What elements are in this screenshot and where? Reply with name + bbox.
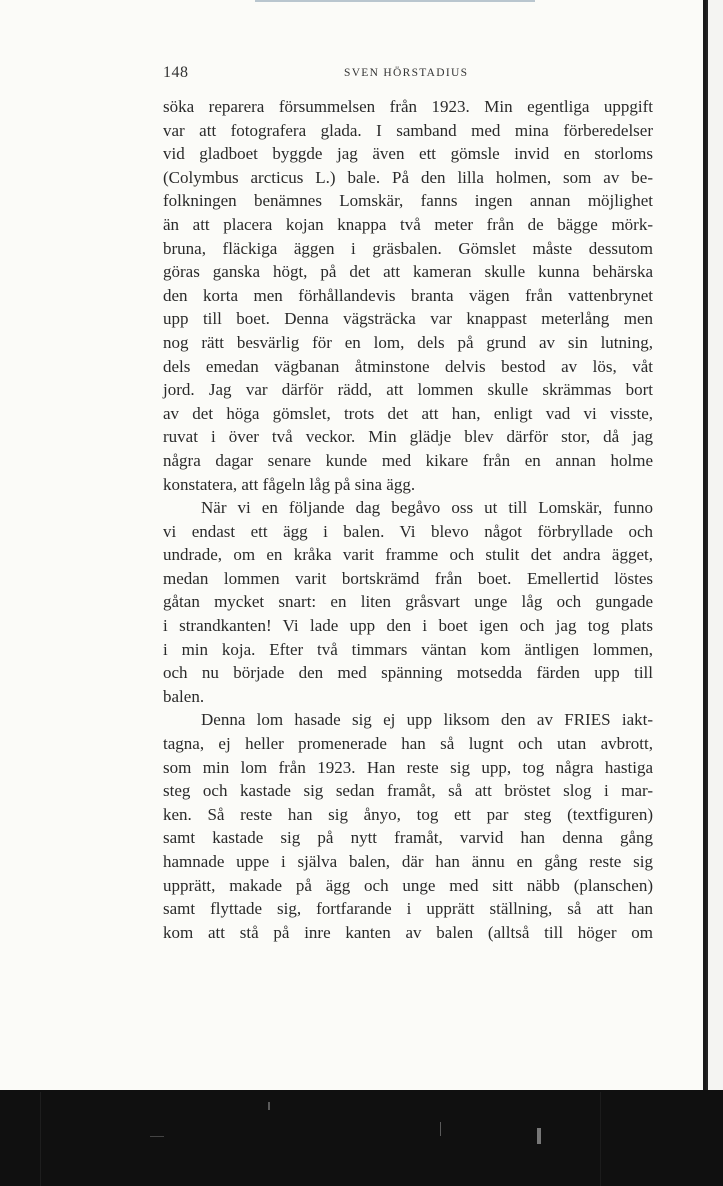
paragraph-end-line: balen. bbox=[163, 686, 205, 706]
text-line: upprätt, makade på ägg och unge med sitt näbb (planschen) bbox=[163, 875, 653, 895]
text-line: medan lommen varit bortskrämd från boet. Emellertid löstes bbox=[163, 568, 653, 588]
text-line: söka reparera försummelsen från 1923. Min egentliga uppgift bbox=[163, 97, 653, 116]
text-line: hamnade uppe i själva balen, där han ännu en gång reste sig bbox=[163, 852, 653, 871]
text-line: den korta men förhållandevis branta vägen från vattenbrynet bbox=[163, 285, 653, 305]
text-line: än att placera kojan knappa två meter från de bägge mörk- bbox=[163, 214, 653, 234]
text-line: steg och kastade sig sedan framåt, så att bröstet slog i mar- bbox=[163, 781, 653, 801]
scan-scratch bbox=[440, 1122, 441, 1136]
scan-scratch bbox=[537, 1128, 541, 1144]
paragraph-start-line: Denna lom hasade sig ej upp liksom den av FRIES iakt- bbox=[201, 710, 653, 730]
text-line: kom att stå på inre kanten av balen (alltså till höger om bbox=[163, 922, 653, 942]
running-head bbox=[163, 64, 653, 86]
page-top-edge bbox=[255, 0, 535, 2]
text-line: göras ganska högt, på det att kameran skulle kunna behärska bbox=[163, 262, 653, 282]
text-line: i min koja. Efter två timmars väntan kom äntligen lommen, bbox=[163, 639, 653, 659]
text-line: folkningen benämnes Lomskär, fanns ingen annan möjlighet bbox=[163, 191, 653, 211]
text-line: gåtan mycket snart: en liten gråsvart unge låg och gungade bbox=[163, 592, 653, 612]
body-text bbox=[163, 95, 653, 944]
text-line: samt flyttade sig, fortfarande i upprätt ställning, så att han bbox=[163, 899, 653, 919]
text-line: i strandkanten! Vi lade upp den i boet igen och jag tog plats bbox=[163, 616, 653, 636]
text-line: ken. Så reste han sig ånyo, tog ett par steg (textfiguren) bbox=[163, 804, 653, 824]
text-line: några dagar senare kunde med kikare från en annan holme bbox=[163, 450, 653, 470]
text-line: och nu började den med spänning motsedda färden upp till bbox=[163, 663, 653, 683]
scan-noise-area bbox=[0, 1092, 723, 1186]
text-line: undrade, om en kråka varit framme och stulit det andra ägget, bbox=[163, 545, 653, 565]
paragraph-start-line: När vi en följande dag begåvo oss ut till Lomskär, funno bbox=[201, 498, 653, 518]
page-edge-strip bbox=[706, 0, 723, 1090]
scan-scratch bbox=[268, 1102, 270, 1110]
text-line: dels emedan vägbanan åtminstone delvis bestod av lös, våt bbox=[163, 356, 653, 376]
text-line: vi endast ett ägg i balen. Vi blevo något förbryllade och bbox=[163, 521, 653, 541]
text-line: ruvat i över två veckor. Min glädje blev därför stor, då jag bbox=[163, 427, 653, 447]
text-line: (Colymbus arcticus L.) bale. På den lilla holmen, som av be- bbox=[163, 167, 653, 187]
scan-scratch bbox=[40, 1092, 41, 1186]
text-line: av det höga gömslet, trots det att han, enligt vad vi visste, bbox=[163, 403, 653, 423]
text-line: tagna, ej heller promenerade han så lugnt och utan avbrott, bbox=[163, 734, 653, 754]
text-line: bruna, fläckiga äggen i gräsbalen. Gömslet måste dessutom bbox=[163, 238, 653, 258]
page-number: 148 bbox=[163, 64, 189, 81]
running-title: SVEN HÖRSTADIUS bbox=[344, 67, 469, 79]
scan-scratch bbox=[150, 1136, 164, 1137]
text-line: nog rätt besvärlig för en lom, dels på grund av sin lutning, bbox=[163, 332, 653, 352]
text-line: samt kastade sig på nytt framåt, varvid han denna gång bbox=[163, 828, 653, 848]
text-line: var att fotografera glada. I samband med mina förberedelser bbox=[163, 120, 653, 140]
text-line: jord. Jag var därför rädd, att lommen skulle skrämmas bort bbox=[163, 380, 653, 400]
scan-scratch bbox=[600, 1092, 601, 1186]
paragraph-end-line: konstatera, att fågeln låg på sina ägg. bbox=[163, 474, 416, 494]
text-line: vid gladboet byggde jag även ett gömsle invid en storloms bbox=[163, 144, 653, 164]
text-line: upp till boet. Denna vägsträcka var knappast meterlång men bbox=[163, 309, 653, 329]
text-line: som min lom från 1923. Han reste sig upp, tog några hastiga bbox=[163, 757, 653, 777]
